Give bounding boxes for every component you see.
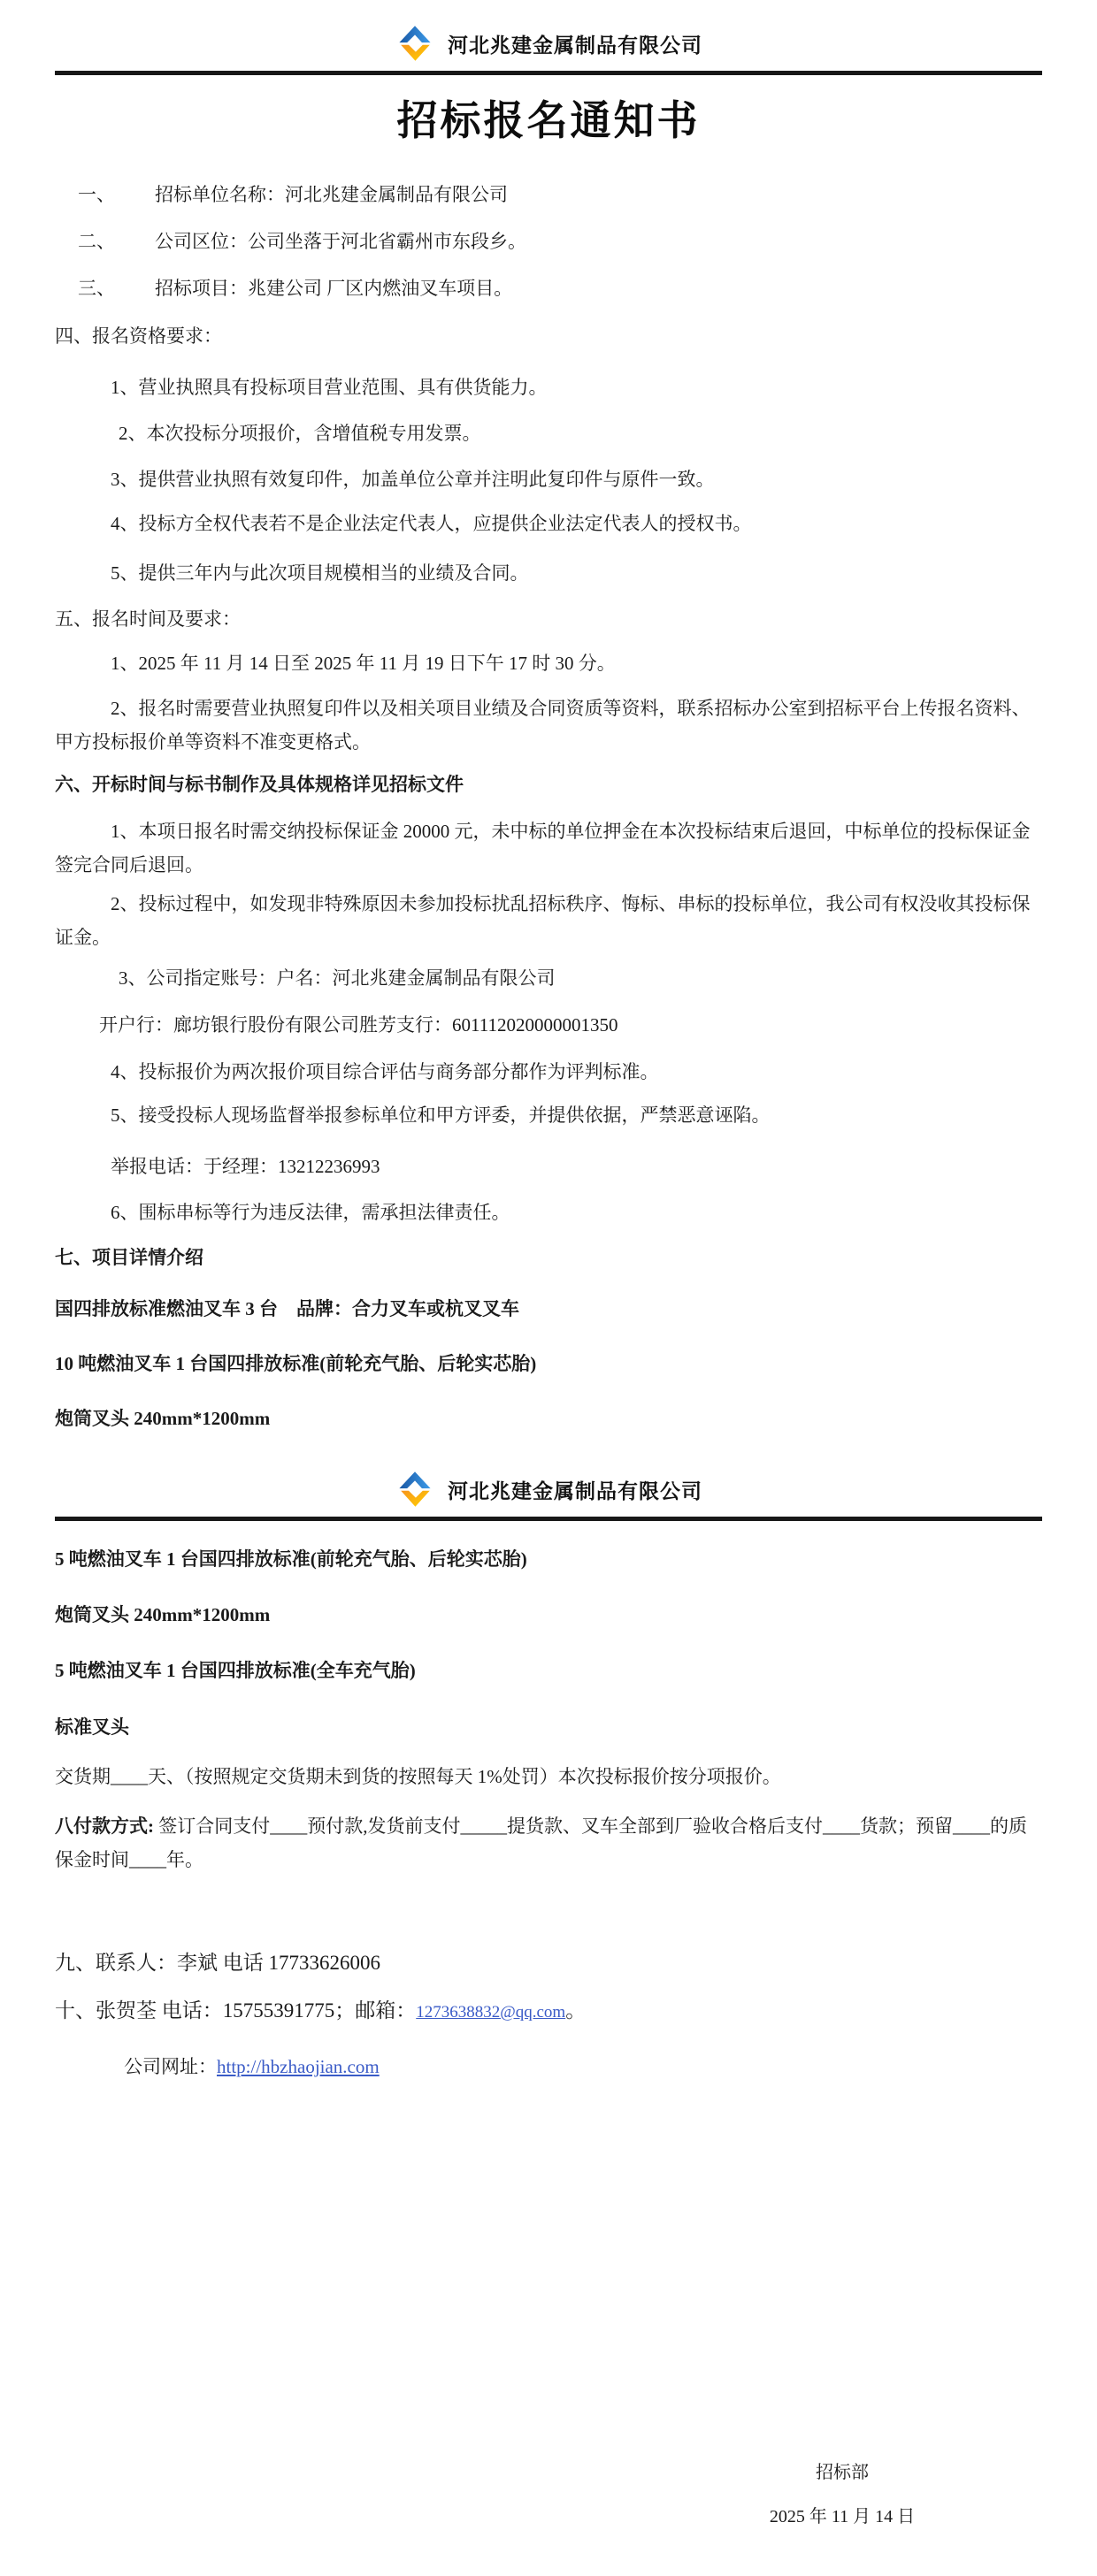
list-item: 4、投标报价为两次报价项目综合评估与商务部分都作为评判标准。 <box>111 1061 659 1082</box>
section-3-text: 招标项目：兆建公司 厂区内燃油叉车项目。 <box>155 278 513 299</box>
footer-dept: 招标部 <box>816 2463 869 2482</box>
contact-10-period: 。 <box>565 1999 587 2022</box>
section-4-heading: 四、报名资格要求： <box>55 325 222 347</box>
section-1-number: 一、 <box>78 184 115 205</box>
spec-line: 标准叉头 <box>55 1716 129 1738</box>
contact-person-9: 九、联系人：李斌 电话 17733626006 <box>55 1952 380 1974</box>
doc-title: 招标报名通知书 <box>396 98 701 143</box>
section-3-item <box>78 271 1042 305</box>
list-item: 1、本项日报名时需交纳投标保证金 20000 元，未中标的单位押金在本次投标结束后退回，中标单位的投标保证金签完合同后退回。 <box>55 821 1031 875</box>
list-item: 2、本次投标分项报价，含增值税专用发票。 <box>119 423 481 444</box>
signature-block <box>718 2459 966 2530</box>
spec-line: 炮筒叉头 240mm*1200mm <box>55 1408 271 1429</box>
list-item: 5、接受投标人现场监督举报参标单位和甲方评委，并提供依据，严禁恶意诬陷。 <box>111 1105 771 1126</box>
section-2-number: 二、 <box>78 231 115 252</box>
list-item: 2、报名时需要营业执照复印件以及相关项目业绩及合同资质等资料，联系招标办公室到招标平台上传报名资料、甲方投标报价单等资料不准变更格式。 <box>55 698 1031 753</box>
section-1-text: 招标单位名称：河北兆建金属制品有限公司 <box>155 184 508 205</box>
letterhead-rule <box>55 1517 1042 1521</box>
section-1-item <box>78 178 1042 211</box>
letterhead-rule <box>55 71 1042 75</box>
company-logo-icon <box>395 1470 435 1509</box>
list-item: 2、投标过程中，如发现非特殊原因未参加投标扰乱招标秩序、悔标、串标的投标单位，我公司有权没收其投标保证金。 <box>55 893 1031 948</box>
letterhead-page2 <box>55 1469 1042 1521</box>
section-7-heading: 七、项目详情介绍 <box>55 1247 203 1268</box>
list-item: 3、提供营业执照有效复印件，加盖单位公章并注明此复印件与原件一致。 <box>111 469 715 490</box>
email-link[interactable]: 1273638832@qq.com <box>416 2003 566 2022</box>
spec-line: 炮筒叉头 240mm*1200mm <box>55 1604 271 1625</box>
spec-line: 5 吨燃油叉车 1 台国四排放标准(前轮充气胎、后轮实芯胎) <box>55 1548 527 1570</box>
footer-date: 2025 年 11 月 14 日 <box>769 2507 916 2526</box>
list-item: 6、围标串标等行为违反法律，需承担法律责任。 <box>111 1202 510 1223</box>
website-label: 公司网址： <box>124 2056 217 2077</box>
spec-line: 国四排放标准燃油叉车 3 台 品牌：合力叉车或杭叉叉车 <box>55 1298 519 1319</box>
spec-line: 5 吨燃油叉车 1 台国四排放标准(全车充气胎) <box>55 1660 416 1681</box>
list-item: 5、提供三年内与此次项目规模相当的业绩及合同。 <box>111 562 529 584</box>
contact-person-10 <box>55 1993 1042 2030</box>
payment-label: 八付款方式: <box>55 1815 154 1837</box>
report-hotline-line: 举报电话：于经理：13212236993 <box>111 1156 380 1177</box>
list-item: 3、公司指定账号：户名：河北兆建金属制品有限公司 <box>119 967 556 989</box>
list-item: 1、营业执照具有投标项目营业范围、具有供货能力。 <box>111 377 548 398</box>
company-name: 河北兆建金属制品有限公司 <box>448 1479 702 1502</box>
spec-line: 10 吨燃油叉车 1 台国四排放标准(前轮充气胎、后轮实芯胎) <box>55 1353 537 1374</box>
section-2-item <box>78 225 1042 258</box>
company-website-line <box>124 2050 1042 2083</box>
company-name: 河北兆建金属制品有限公司 <box>448 34 702 57</box>
section-3-number: 三、 <box>78 278 115 299</box>
company-logo-icon <box>395 24 435 63</box>
payment-text: 签订合同支付____预付款,发货前支付_____提货款、叉车全部到厂验收合格后支付____货款；预留____的质保金时间____年。 <box>55 1815 1027 1870</box>
delivery-terms-line: 交货期____天、（按照规定交货期未到货的按照每天 1%处罚）本次投标报价按分项报价。 <box>55 1766 781 1787</box>
section-5-heading: 五、报名时间及要求： <box>55 608 241 630</box>
letterhead-top <box>55 23 1042 75</box>
section-2-text: 公司区位：公司坐落于河北省霸州市东段乡。 <box>155 231 526 252</box>
payment-terms-paragraph <box>55 1809 1042 1877</box>
bank-account-line: 开户行：廊坊银行股份有限公司胜芳支行：601112020000001350 <box>99 1014 618 1036</box>
section-6-heading: 六、开标时间与标书制作及具体规格详见招标文件 <box>55 774 464 795</box>
website-link[interactable]: http://hbzhaojian.com <box>217 2056 380 2077</box>
list-item: 4、投标方全权代表若不是企业法定代表人，应提供企业法定代表人的授权书。 <box>111 513 752 534</box>
list-item: 1、2025 年 11 月 14 日至 2025 年 11 月 19 日下午 17 时 30 分。 <box>111 653 616 674</box>
contact-10-text: 十、张贺荃 电话：15755391775；邮箱： <box>55 1999 417 2022</box>
